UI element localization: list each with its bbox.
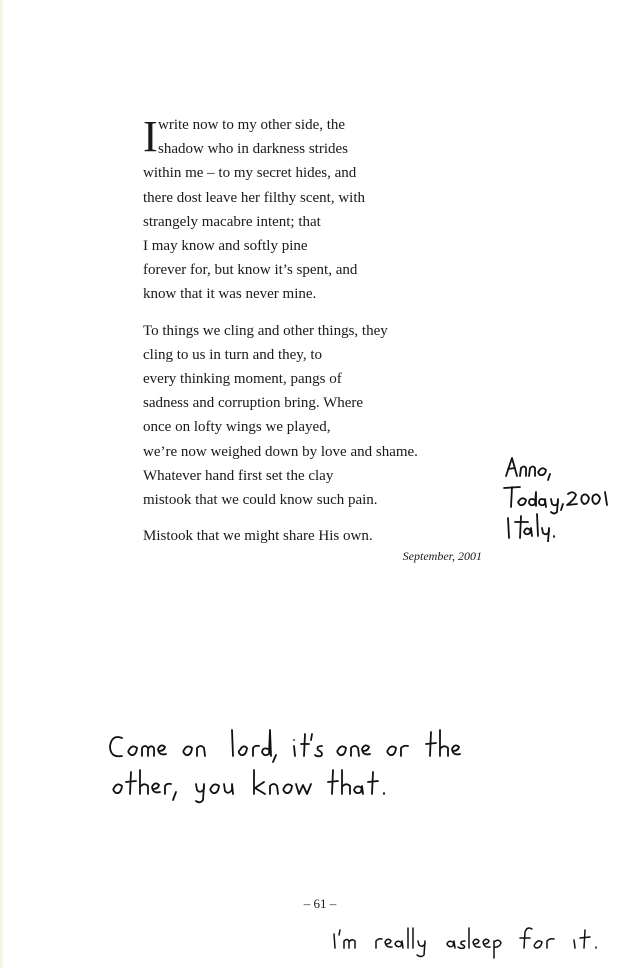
stanza-2: [143, 319, 503, 513]
poem-line: know that it was never mine.: [143, 286, 317, 303]
page-number: – 61 –: [303, 896, 337, 911]
drop-cap: I: [143, 112, 158, 161]
stanza-1: [143, 113, 503, 307]
poem-line: Whatever hand first set the clay: [143, 467, 334, 484]
poem-line: within me – to my secret hides, and: [143, 165, 357, 182]
poem-line: every thinking moment, pangs of: [143, 371, 342, 388]
poem-body: [143, 113, 503, 548]
handwritten-middle-note: [104, 722, 474, 808]
poem-date: September, 2001: [402, 549, 482, 563]
page-edge-shadow: [0, 0, 4, 968]
poem-line: once on lofty wings we played,: [143, 419, 331, 436]
poem-line: shadow who in darkness strides: [158, 141, 348, 158]
poem-line: strangely macabre intent; that: [143, 213, 321, 230]
poem-line: mistook that we could know such pain.: [143, 492, 378, 509]
poem-line: To things we cling and other things, they: [143, 322, 388, 339]
poem-line: write now to my other side, the: [158, 117, 346, 133]
opening-lines: [143, 113, 503, 161]
poem-line: sadness and corruption bring. Where: [143, 395, 364, 412]
closing-line: Mistook that we might share His own.: [143, 528, 373, 545]
handwritten-margin-note: [500, 452, 615, 542]
poem-line: there dost leave her filthy scent, with: [143, 189, 366, 206]
poem-line: we’re now weighed down by love and shame.: [143, 443, 418, 460]
handwritten-bottom-note: [326, 920, 626, 962]
poem-line: forever for, but know it’s spent, and: [143, 262, 358, 279]
poem-line: cling to us in turn and they, to: [143, 346, 323, 363]
poem-line: I may know and softly pine: [143, 238, 308, 255]
